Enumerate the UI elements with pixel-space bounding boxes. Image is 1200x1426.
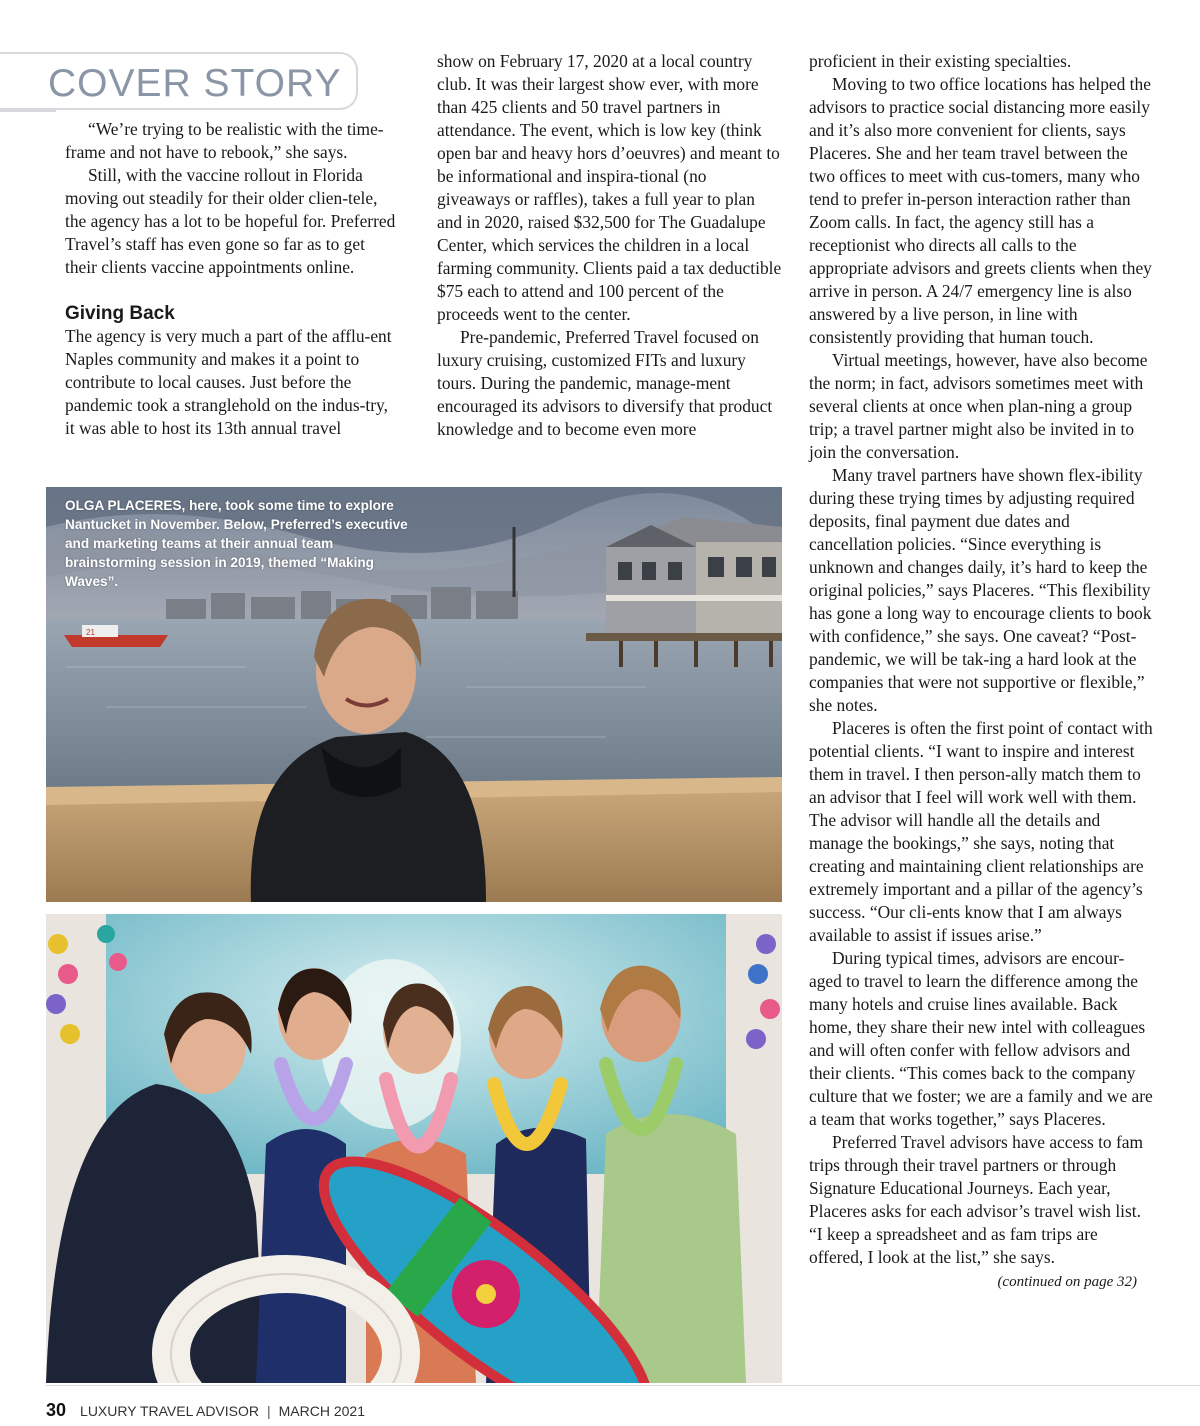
photo-team <box>46 914 782 1383</box>
section-label: COVER STORY <box>48 62 342 105</box>
footer-divider <box>46 1385 1200 1386</box>
page-number: 30 <box>46 1400 67 1420</box>
photo-caption: OLGA PLACERES, here, took some time to explore Nantucket in November. Below, Preferred’s executive and marketing teams at their annual team brainstorming session in 2019, themed “Making Waves”. <box>65 498 408 589</box>
paragraph: show on February 17, 2020 at a local country club. It was their largest show ever, with more than 425 clients and 50 travel partners in attendance. The event, which is low key (think open bar and heavy hors d’oeuvres) and meant to be informational and inspira-tional (no giveaways or raffles), takes a full year to plan and in 2020, raised $32,500 for The Guadalupe Center, which services the children in a local farming community. Clients paid a tax deductible $75 each to attend and 100 percent of the proceeds went to the center. <box>437 51 782 324</box>
article-column-2 <box>437 50 782 441</box>
paragraph: Preferred Travel advisors have access to fam trips through their travel partners or through Signature Educational Journeys. Each year, Placeres asks for each advisor’s travel wish list. “I keep a spreadsheet and as fam trips are offered, I look at the list,” she says. <box>809 1132 1143 1267</box>
paragraph: proficient in their existing specialties. <box>809 51 1072 71</box>
paragraph: Pre-pandemic, Preferred Travel focused on luxury cruising, customized FITs and luxury tours. During the pandemic, manage-ment encouraged its advisors to diversify that product knowledge and to become even more <box>437 327 773 439</box>
paragraph: Still, with the vaccine rollout in Florida moving out steadily for their older clien-tele, the agency has a lot to be hopeful for. Preferred Travel’s staff has even gone so far as to get their clients vaccine appointments online. <box>65 165 396 277</box>
paragraph: Virtual meetings, however, have also become the norm; in fact, advisors sometimes meet with several clients at once when plan-ning a group trip; a travel partner might also be invited in to join the conversation. <box>809 350 1148 462</box>
paragraph: Moving to two office locations has helped the advisors to practice social distancing more easily and it’s also more convenient for clients, says Placeres. She and her team travel between the two offices to meet with cus-tomers, many who tend to prefer in-person interaction rather than Zoom calls. In fact, the agency still has a receptionist who directs all calls to the appropriate advisors and greets clients when they arrive in person. A 24/7 emergency line is also answered by a live person, in line with consistently providing that human touch. <box>809 74 1152 347</box>
divider <box>0 110 56 112</box>
footer-separator: | <box>267 1403 271 1419</box>
section-tab <box>0 52 358 110</box>
paragraph: Placeres is often the first point of contact with potential clients. “I want to inspire and interest them in travel. I then person-ally match them to an advisor that I feel will work well with them. The advisor will handle all the details and manage the bookings,” she says, noting that creating and maintaining client relationships are extremely important and a pillar of the agency’s success. “Our cli-ents know that I am always available to assist if issues arise.” <box>809 718 1153 945</box>
article-column-3 <box>809 50 1155 1294</box>
subhead: Giving Back <box>65 303 175 324</box>
issue-date: MARCH 2021 <box>278 1403 366 1419</box>
paragraph: “We’re trying to be realistic with the time-frame and not have to rebook,” she says. <box>65 119 384 162</box>
paragraph: During typical times, advisors are encour-aged to travel to learn the difference among the many hotels and cruise lines available. Back home, they share their new intel with colleagues and will often confer with fellow advisors and their clients. “This comes back to the company culture that we foster; we are a family and we are a team that works together,” says Placeres. <box>809 948 1153 1129</box>
paragraph: Many travel partners have shown flex-ibility during these trying times by adjusting required deposits, final payment due dates and cancellation policies. “Since everything is unknown and changes daily, it’s hard to keep the original policies,” says Placeres. “This flexibility has gone a long way to encourage clients to book with confidence,” she says. One caveat? “Post-pandemic, we will be tak-ing a hard look at the companies that were not supportive or flexible,” she notes. <box>809 465 1152 715</box>
paragraph: The agency is very much a part of the afflu-ent Naples community and makes it a point to contribute to local causes. Just before the pandemic took a stranglehold on the indus-try, it was able to host its 13th annual travel <box>65 326 392 438</box>
article-column-1 <box>65 118 398 440</box>
boat-label: 21 <box>86 628 95 637</box>
publication-name: LUXURY TRAVEL ADVISOR <box>80 1403 259 1419</box>
continued-note: (continued on page 32) <box>997 1274 1137 1290</box>
page-footer <box>46 1400 365 1422</box>
